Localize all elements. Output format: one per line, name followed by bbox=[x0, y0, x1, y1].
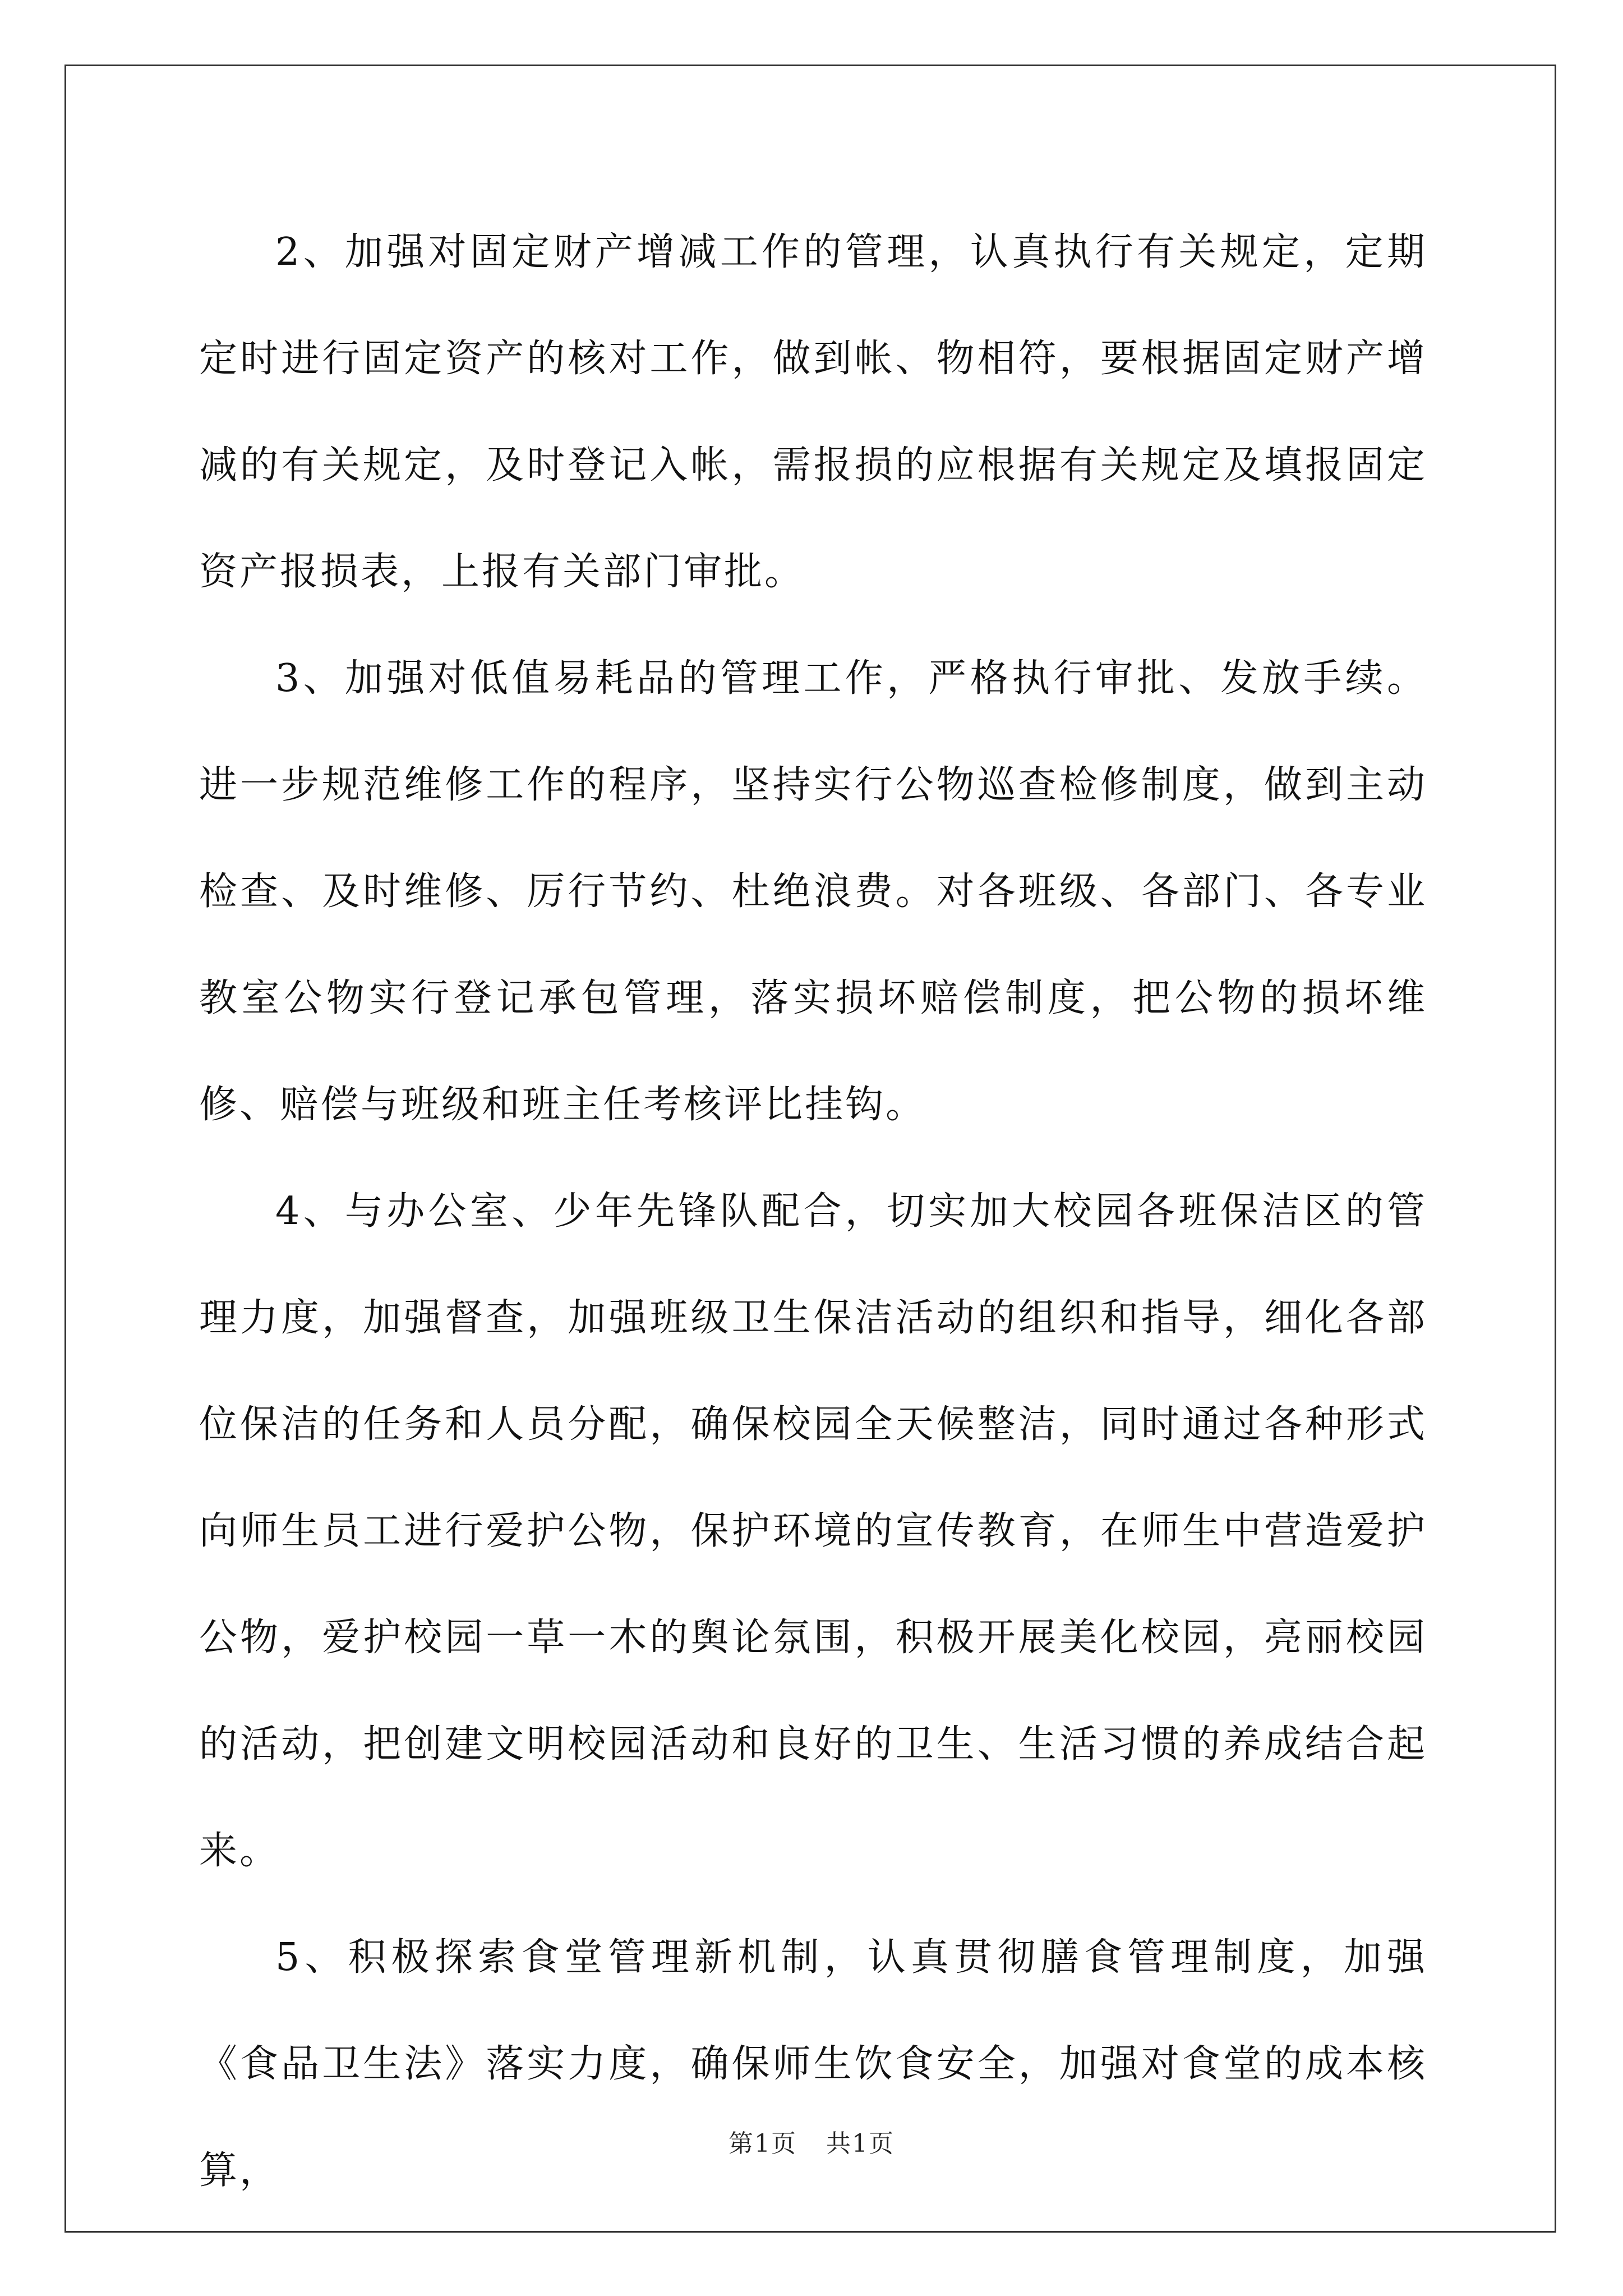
paragraph-item-5: 5、积极探索食堂管理新机制，认真贯彻膳食管理制度，加强《食品卫生法》落实力度，确保师生饮食安全，加强对食堂的成本核算， bbox=[199, 1935, 1427, 2193]
page-number: 第1页 bbox=[728, 2129, 797, 2158]
page-total: 共1页 bbox=[826, 2129, 895, 2158]
document-body bbox=[199, 199, 1427, 2224]
paragraph-item-4: 4、与办公室、少年先锋队配合，切实加大校园各班保洁区的管理力度，加强督查，加强班级卫生保洁活动的组织和指导，细化各部位保洁的任务和人员分配，确保校园全天候整洁，同时通过各种形式向师生员工进行爱护公物，保护环境的宣传教育，在师生中营造爱护公物，爱护校园一草一木的舆论氛围，积极开展美化校园，亮丽校园的活动，把创建文明校园活动和良好的卫生、生活习惯的养成结合起来。 bbox=[199, 1189, 1427, 1873]
paragraph-item-3: 3、加强对低值易耗品的管理工作，严格执行审批、发放手续。进一步规范维修工作的程序，坚持实行公物巡查检修制度，做到主动检查、及时维修、厉行节约、杜绝浪费。对各班级、各部门、各专业教室公物实行登记承包管理，落实损坏赔偿制度，把公物的损坏维修、赔偿与班级和班主任考核评比挂钩。 bbox=[199, 656, 1427, 1127]
paragraph-item-2: 2、加强对固定财产增减工作的管理，认真执行有关规定，定期定时进行固定资产的核对工作，做到帐、物相符，要根据固定财产增减的有关规定，及时登记入帐，需报损的应根据有关规定及填报固定资产报损表，上报有关部门审批。 bbox=[199, 230, 1427, 594]
page-footer bbox=[0, 2123, 1623, 2159]
